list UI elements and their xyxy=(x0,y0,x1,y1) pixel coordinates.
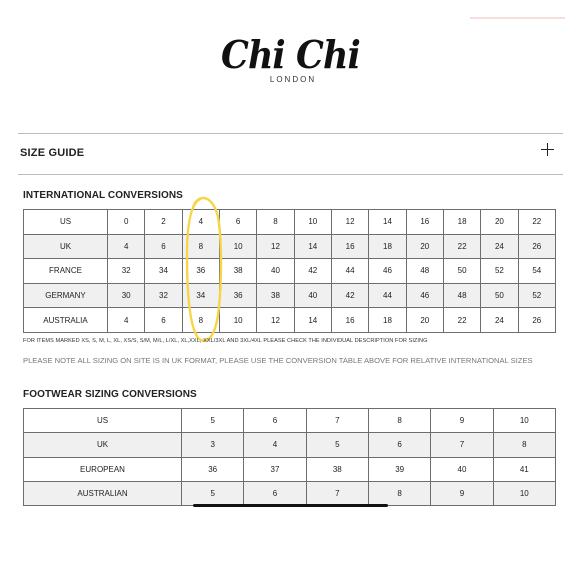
table-cell: 4 xyxy=(244,433,306,457)
row-label: UK xyxy=(24,234,108,259)
row-label: GERMANY xyxy=(24,283,108,308)
table-cell: 38 xyxy=(306,457,368,481)
table-cell: 9 xyxy=(431,409,493,433)
table-cell: 42 xyxy=(331,283,368,308)
row-label: AUSTRALIA xyxy=(24,308,108,333)
divider-bottom xyxy=(18,174,563,175)
table-cell: 7 xyxy=(431,433,493,457)
table-cell: 38 xyxy=(257,283,294,308)
table-cell: 50 xyxy=(443,259,480,284)
international-conversions-table xyxy=(23,209,556,333)
table-cell: 9 xyxy=(431,481,493,505)
row-label: AUSTRALIAN xyxy=(24,481,182,505)
plus-icon[interactable] xyxy=(541,143,555,157)
horizontal-scrollbar[interactable] xyxy=(193,504,388,507)
size-guide-title[interactable]: SIZE GUIDE xyxy=(20,147,85,159)
table-row xyxy=(24,308,556,333)
table-cell: 50 xyxy=(481,283,518,308)
table-cell: 4 xyxy=(108,308,145,333)
table-cell: 42 xyxy=(294,259,331,284)
table-cell: 16 xyxy=(331,234,368,259)
table-cell: 44 xyxy=(331,259,368,284)
table-cell: 4 xyxy=(108,234,145,259)
table-cell: 18 xyxy=(369,234,406,259)
table-cell: 6 xyxy=(145,308,182,333)
table-cell: 41 xyxy=(493,457,555,481)
table-cell: 10 xyxy=(219,308,256,333)
table-cell: 24 xyxy=(481,234,518,259)
table-cell: 8 xyxy=(182,308,219,333)
table-cell: 22 xyxy=(443,234,480,259)
table-cell: 22 xyxy=(443,308,480,333)
table-cell: 8 xyxy=(493,433,555,457)
table-cell: 12 xyxy=(331,210,368,235)
footwear-conversions-table xyxy=(23,408,556,506)
table-cell: 36 xyxy=(182,457,244,481)
table-row xyxy=(24,283,556,308)
table-cell: 34 xyxy=(182,283,219,308)
table-row xyxy=(24,433,556,457)
table-cell: 6 xyxy=(244,481,306,505)
table-cell: 4 xyxy=(182,210,219,235)
table-cell: 7 xyxy=(306,409,368,433)
table-cell: 34 xyxy=(145,259,182,284)
table-cell: 2 xyxy=(145,210,182,235)
table-cell: 37 xyxy=(244,457,306,481)
sizing-description-note: FOR ITEMS MARKED XS, S, M, L, XL, XS/S, S/M, M/L, L/XL, XL,XXL, XXL/3XL AND 3XL/4XL PLEASE CHECK THE INDIVIDUAL DESCRIPTION FOR SIZING xyxy=(23,338,428,344)
table-cell: 20 xyxy=(406,234,443,259)
table-cell: 48 xyxy=(406,259,443,284)
table-cell: 8 xyxy=(257,210,294,235)
table-row xyxy=(24,259,556,284)
table-cell: 22 xyxy=(518,210,555,235)
table-cell: 26 xyxy=(518,234,555,259)
brand-name: Chi Chi xyxy=(220,32,360,77)
table-cell: 14 xyxy=(369,210,406,235)
table-cell: 20 xyxy=(406,308,443,333)
table-cell: 0 xyxy=(108,210,145,235)
table-cell: 10 xyxy=(493,481,555,505)
table-cell: 5 xyxy=(306,433,368,457)
table-cell: 40 xyxy=(431,457,493,481)
table-cell: 20 xyxy=(481,210,518,235)
table-cell: 16 xyxy=(406,210,443,235)
table-cell: 32 xyxy=(108,259,145,284)
table-cell: 6 xyxy=(244,409,306,433)
table-cell: 12 xyxy=(257,234,294,259)
table-row xyxy=(24,481,556,505)
table-cell: 8 xyxy=(182,234,219,259)
divider-top xyxy=(18,133,563,134)
top-accent-line xyxy=(470,17,565,19)
table-cell: 52 xyxy=(518,283,555,308)
table-cell: 16 xyxy=(331,308,368,333)
table-cell: 6 xyxy=(368,433,430,457)
table-cell: 52 xyxy=(481,259,518,284)
table-cell: 18 xyxy=(443,210,480,235)
table-cell: 5 xyxy=(182,409,244,433)
table-cell: 6 xyxy=(145,234,182,259)
table-row xyxy=(24,210,556,235)
table-cell: 48 xyxy=(443,283,480,308)
table-cell: 8 xyxy=(368,481,430,505)
row-label: UK xyxy=(24,433,182,457)
row-label: US xyxy=(24,409,182,433)
table-cell: 7 xyxy=(306,481,368,505)
brand-logo[interactable] xyxy=(0,34,580,84)
table-cell: 54 xyxy=(518,259,555,284)
table-cell: 14 xyxy=(294,234,331,259)
table-cell: 12 xyxy=(257,308,294,333)
table-cell: 8 xyxy=(368,409,430,433)
table-cell: 3 xyxy=(182,433,244,457)
table-cell: 39 xyxy=(368,457,430,481)
highlight-circle xyxy=(184,195,224,343)
table-row xyxy=(24,457,556,481)
uk-format-note: PLEASE NOTE ALL SIZING ON SITE IS IN UK FORMAT, PLEASE USE THE CONVERSION TABLE ABOVE FOR RELATIVE INTERNATIONAL SIZES xyxy=(23,356,533,365)
row-label: FRANCE xyxy=(24,259,108,284)
table-cell: 40 xyxy=(294,283,331,308)
row-label: EUROPEAN xyxy=(24,457,182,481)
table-cell: 44 xyxy=(369,283,406,308)
table-cell: 38 xyxy=(219,259,256,284)
table-row xyxy=(24,409,556,433)
table-cell: 10 xyxy=(493,409,555,433)
table-cell: 32 xyxy=(145,283,182,308)
table-cell: 24 xyxy=(481,308,518,333)
table-cell: 14 xyxy=(294,308,331,333)
table-cell: 36 xyxy=(182,259,219,284)
table-cell: 5 xyxy=(182,481,244,505)
international-conversions-title: INTERNATIONAL CONVERSIONS xyxy=(23,190,183,201)
table-cell: 30 xyxy=(108,283,145,308)
table-cell: 46 xyxy=(369,259,406,284)
table-cell: 6 xyxy=(219,210,256,235)
table-cell: 10 xyxy=(219,234,256,259)
table-row xyxy=(24,234,556,259)
table-cell: 46 xyxy=(406,283,443,308)
footwear-conversions-title: FOOTWEAR SIZING CONVERSIONS xyxy=(23,389,197,400)
table-cell: 36 xyxy=(219,283,256,308)
brand-location: LONDON xyxy=(269,75,317,84)
table-cell: 10 xyxy=(294,210,331,235)
table-cell: 40 xyxy=(257,259,294,284)
table-cell: 18 xyxy=(369,308,406,333)
table-cell: 26 xyxy=(518,308,555,333)
row-label: US xyxy=(24,210,108,235)
